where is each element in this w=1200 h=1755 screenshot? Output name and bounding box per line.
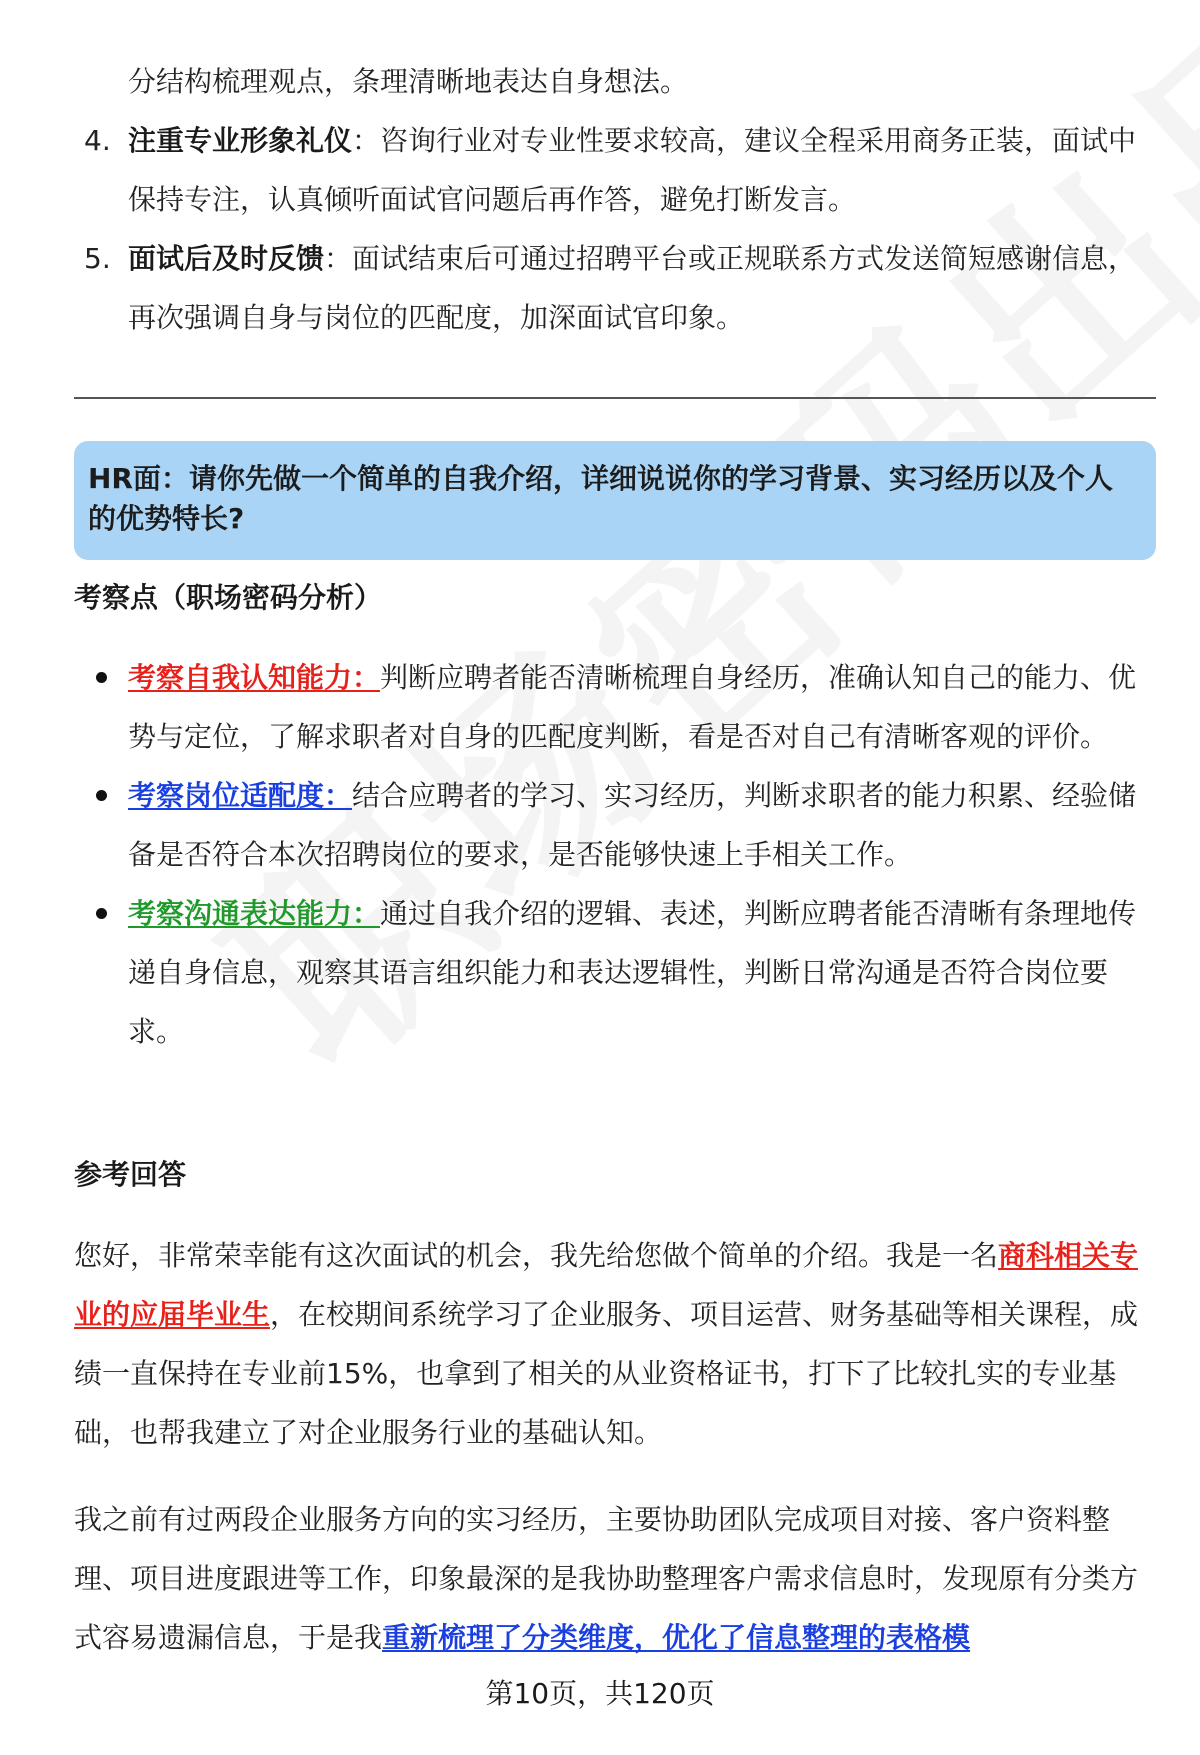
bullet-dot	[96, 672, 107, 683]
list-item-text: ：咨询行业对专业性要求较高，建议全程采用商务正装，面试中保持专注，认真倾听面试官问题后再作答，避免打断发言。	[128, 124, 1137, 216]
page-footer: 第10页，共120页	[485, 1677, 715, 1710]
list-item-5	[84, 229, 1154, 347]
list-item-4	[84, 111, 1154, 229]
exam-point-communication	[96, 884, 1156, 1061]
answer-highlight: 商科相关专业的应届毕业生	[74, 1239, 1139, 1331]
bullet-dot	[96, 908, 107, 919]
exam-points-list	[96, 648, 1156, 1061]
list-continuation: 分结构梳理观点，条理清晰地表达自身想法。	[128, 65, 689, 98]
numbered-list	[84, 52, 1154, 347]
list-item-title: 注重专业形象礼仪	[128, 124, 353, 157]
answer-text: ，在校期间系统学习了企业服务、项目运营、财务基础等相关课程，成绩一直保持在专业前15%，也拿到了相关的从业资格证书，打下了比较扎实的专业基础，也帮我建立了对企业服务行业的基础认知。	[74, 1298, 1139, 1449]
exam-point-label: 考察岗位适配度：	[128, 779, 353, 812]
answer-paragraph-1	[74, 1226, 1156, 1462]
exam-point-self-awareness	[96, 648, 1156, 766]
exam-point-text: 结合应聘者的学习、实习经历，判断求职者的能力积累、经验储备是否符合本次招聘岗位的要求，是否能够快速上手相关工作。	[128, 779, 1137, 871]
answer-title: 参考回答	[74, 1158, 187, 1191]
exam-point-job-fit	[96, 766, 1156, 884]
list-item-title: 面试后及时反馈	[128, 242, 325, 275]
exam-points-title: 考察点（职场密码分析）	[74, 581, 383, 614]
answer-text: 我之前有过两段企业服务方向的实习经历，主要协助团队完成项目对接、客户资料整理、项目进度跟进等工作，印象最深的是我协助整理客户需求信息时，发现原有分类方式容易遗漏信息，于是我	[74, 1503, 1139, 1654]
section-divider	[74, 397, 1156, 399]
list-number: 5.	[84, 242, 111, 275]
exam-point-text: 判断应聘者能否清晰梳理自身经历，准确认知自己的能力、优势与定位，了解求职者对自身的匹配度判断，看是否对自己有清晰客观的评价。	[128, 661, 1137, 753]
question-box	[74, 441, 1156, 560]
question-text: HR面：请你先做一个简单的自我介绍，详细说说你的学习背景、实习经历以及个人的优势特长?	[88, 462, 1113, 535]
exam-point-label: 考察自我认知能力：	[128, 661, 381, 694]
answer-highlight: 重新梳理了分类维度，优化了信息整理的表格模	[382, 1621, 971, 1654]
answer-text: 您好，非常荣幸能有这次面试的机会，我先给您做个简单的介绍。我是一名	[74, 1239, 999, 1272]
list-number: 4.	[84, 124, 111, 157]
answer-paragraph-2	[74, 1490, 1156, 1667]
bullet-dot	[96, 790, 107, 801]
exam-point-text: 通过自我介绍的逻辑、表述，判断应聘者能否清晰有条理地传递自身信息，观察其语言组织能力和表达逻辑性，判断日常沟通是否符合岗位要求。	[128, 897, 1137, 1048]
exam-point-label: 考察沟通表达能力：	[128, 897, 381, 930]
list-item-text: ：面试结束后可通过招聘平台或正规联系方式发送简短感谢信息，再次强调自身与岗位的匹配度，加深面试官印象。	[128, 242, 1137, 334]
